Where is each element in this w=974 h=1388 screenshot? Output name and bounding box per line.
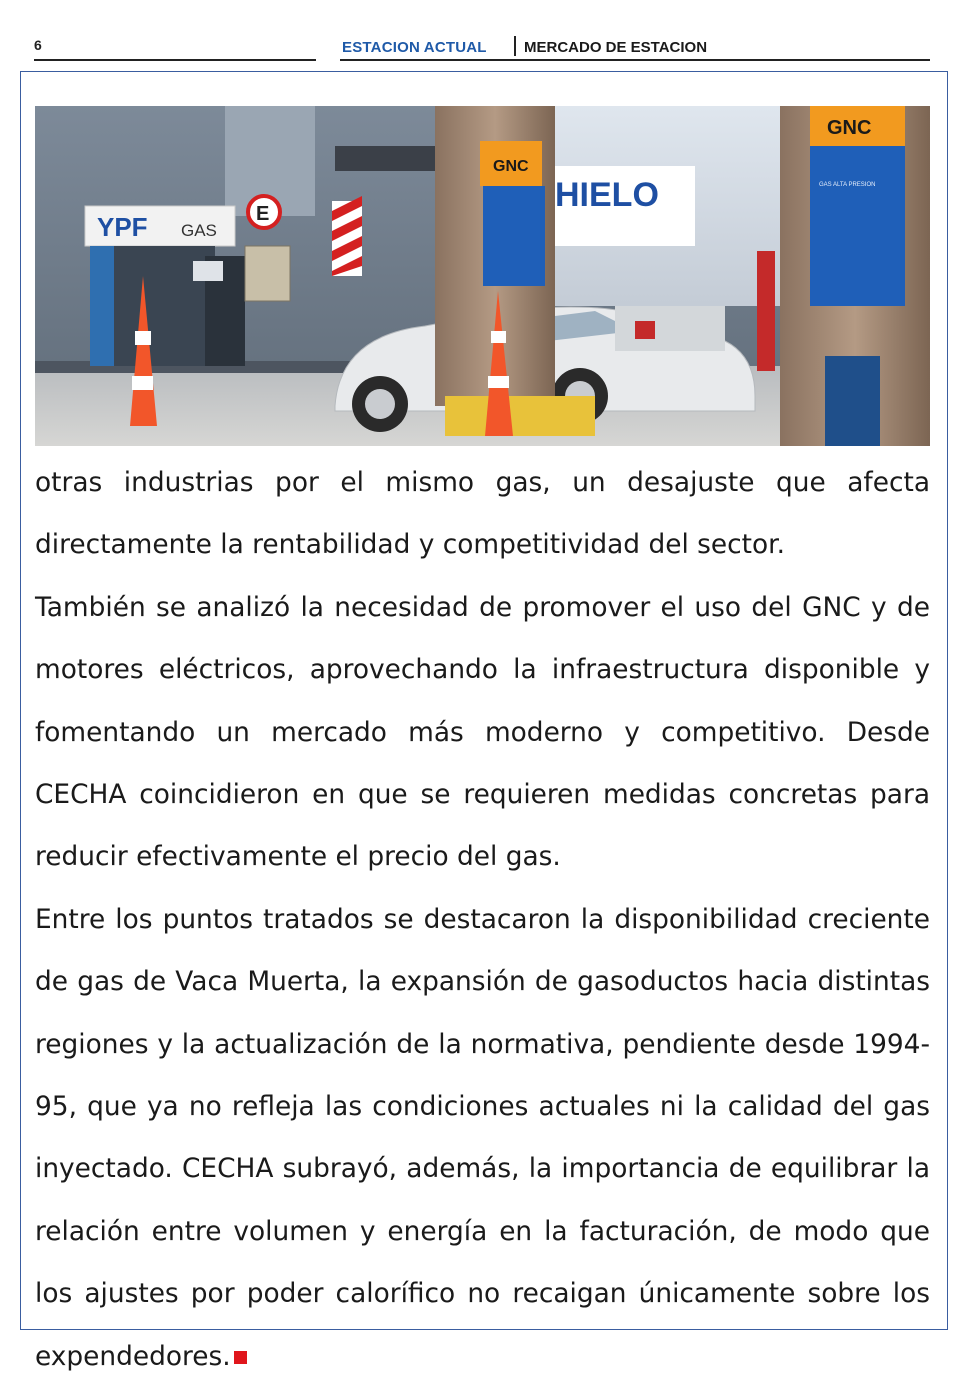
truck-text: HIELO <box>555 176 659 214</box>
article-paragraph: También se analizó la necesidad de promover el uso del GNC y de motores eléctricos, aprovechando la infraestructura disponible y fomentando un mercado más moderno y competitivo. Desde CECHA coincidieron en que se requieren medidas concretas para reducir efectivamente el precio del gas. <box>35 591 930 873</box>
parking-sign-text: E <box>256 203 270 225</box>
hazard-stripe-panel <box>332 196 362 276</box>
article-photo <box>35 106 930 446</box>
section-title: ESTACION ACTUAL <box>342 39 487 56</box>
panel-text: GAS ALTA PRESION <box>819 182 876 188</box>
gnc-label-left: GNC <box>493 158 529 175</box>
header-rule-right <box>340 59 930 61</box>
truck <box>535 166 695 246</box>
article-paragraph-text: Entre los puntos tratados se destacaron la disponibilidad creciente de gas de Vaca Muerta, la expansión de gasoductos hacia distintas regiones y la actualización de la normativa, pendiente desde 1994-95, que ya no refleja las condiciones actuales ni la calidad del gas inyectado. CECHA subrayó, además, la importancia de equilibrar la relación entre volumen y energía en la facturación, de modo que los ajustes por poder calorífico no recaigan únicamente sobre los expendedores. <box>35 903 930 1372</box>
article-body <box>35 452 930 1388</box>
ypf-sign-text: YPF <box>97 212 148 242</box>
article-paragraph <box>35 889 930 1388</box>
end-mark-icon <box>234 1351 247 1364</box>
page-number: 6 <box>34 37 42 53</box>
gnc-label-right: GNC <box>827 117 872 139</box>
dispenser-right <box>780 106 930 446</box>
section-subtitle: MERCADO DE ESTACION <box>524 39 708 56</box>
header-rule-left <box>34 59 316 61</box>
gas-sign-text: GAS <box>181 221 217 240</box>
article-paragraph: otras industrias por el mismo gas, un desajuste que afecta directamente la rentabilidad y competitividad del sector. <box>35 467 930 561</box>
section-separator <box>514 36 516 56</box>
